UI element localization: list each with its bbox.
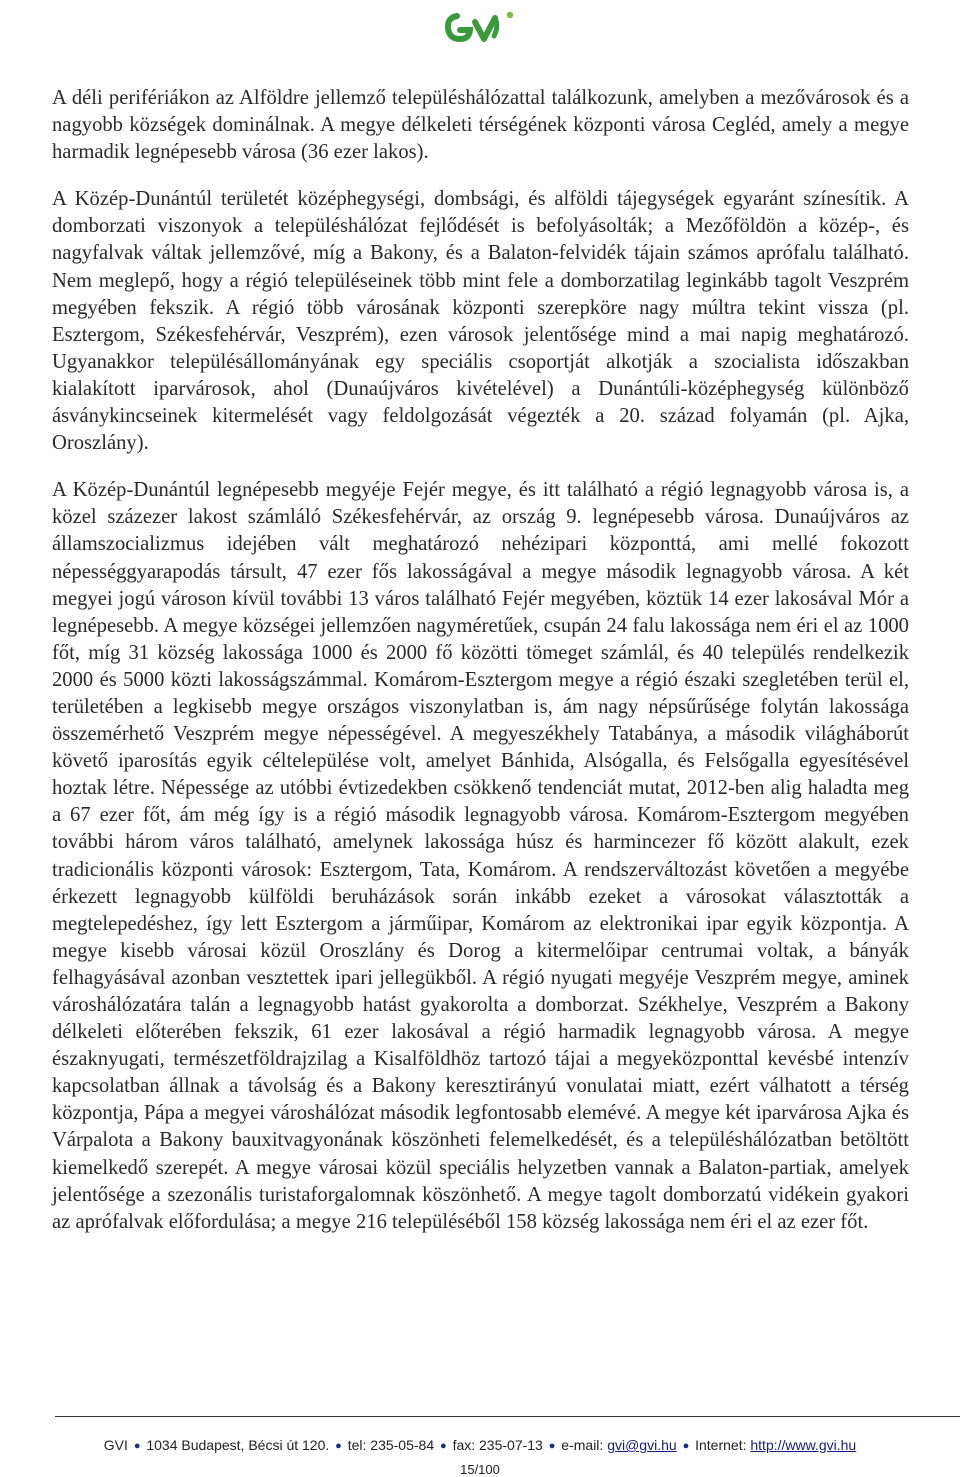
footer-divider bbox=[55, 1416, 960, 1417]
bullet-icon: ● bbox=[335, 1440, 342, 1452]
paragraph-1: A déli perifériákon az Alföldre jellemző településhálózattal találkozunk, amelyben a mezővárosok és a nagyobb községek dominálnak. A megye délkeleti térségének központi városa Cegléd, amely a megye harmadik legnépesebb városa (36 ezer lakos). bbox=[52, 87, 909, 164]
bullet-icon: ● bbox=[548, 1440, 556, 1452]
footer-address: 1034 Budapest, Bécsi út 120. bbox=[146, 1437, 330, 1453]
gvi-logo bbox=[443, 6, 521, 46]
bullet-icon: ● bbox=[440, 1440, 447, 1452]
paragraph-2: A Közép-Dunántúl területét középhegységi, dombsági, és alföldi tájegységek egyaránt színesítik. A domborzati viszonyok a településhálózat fejlődését is befolyásolták; a Mezőföldön a közép-, és nagyfalvak váltak jellemzővé, míg a Bakony, és a Balaton-felvidék tájain számos aprófalu található. Nem meglepő, hogy a régió településeinek több mint fele a domborzatilag leginkább tagolt Veszprém megyében fekszik. A régió több városának központi szerepköre nagy múltra tekint vissza (pl. Esztergom, Székesfehérvár, Veszprém), ezen városok jelentősége mind a mai napig meghatározó. Ugyanakkor településállományának egy speciális csoportját alkotják a szocialista időszakban kialakított iparvárosok, ahol (Dunaújváros kivételével) a Dunántúli-középhegység különböző ásványkincseinek kitermelését vagy feldolgozását végezték a 20. század folyamán (pl. Ajka, Oroszlány). bbox=[52, 188, 909, 455]
footer-fax: fax: 235-07-13 bbox=[452, 1437, 543, 1453]
footer-email-link[interactable]: gvi@gvi.hu bbox=[607, 1437, 677, 1453]
footer-internet-label: Internet: bbox=[695, 1437, 747, 1453]
footer-org: GVI bbox=[103, 1437, 128, 1453]
bullet-icon: ● bbox=[682, 1440, 690, 1452]
footer-email-label: e-mail: bbox=[561, 1437, 604, 1453]
document-body bbox=[52, 85, 909, 1256]
page-number: 15/100 bbox=[460, 1462, 500, 1477]
page-footer bbox=[0, 1437, 960, 1453]
footer-tel: tel: 235-05-84 bbox=[347, 1437, 435, 1453]
bullet-icon: ● bbox=[133, 1440, 141, 1452]
paragraph-3: A Közép-Dunántúl legnépesebb megyéje Fejér megye, és itt található a régió legnagyobb városa is, a közel százezer lakost számláló Székesfehérvár, az ország 9. legnépesebb városa. Dunaújváros az államszocializmus idejében vált meghatározó nehézipari központtá, ami mellé fokozott népességgyarapodás társult, 47 ezer fős lakosságával a megye második legnagyobb városa. A két megyei jogú városon kívül további 13 város található Fejér megyében, köztük 14 ezer lakosával Mór a legnépesebb. A megye községei jellemzően nagyméretűek, csupán 24 falu lakossága nem éri el az 1000 főt, míg 31 község lakossága 1000 és 2000 fő közötti tömeget számlál, és 40 település rendelkezik 2000 és 5000 közti lakosságszámmal. Komárom-Esztergom megye a régió északi szegletében terül el, területében a legkisebb megye országos viszonylatban is, ám nagy népsűrűsége folytán lakossága összemérhető Veszprém megye népességével. A megyeszékhely Tatabánya, a második világháborút követő iparosítás egyik céltelepülése volt, amelyet Bánhida, Alsógalla, és Felsőgalla egyesítésével hoztak létre. Népessége az utóbbi évtizedekben csökkenő tendenciát mutat, 2012-ben alig haladta meg a 67 ezer főt, ám még így is a régió második legnagyobb városa. Komárom-Esztergom megyében további három város található, amelynek lakossága húsz és harmincezer fő között alakult, ezek tradicionális központi városok: Esztergom, Tata, Komárom. A rendszerváltozást követően a megyébe érkezett legnagyobb külföldi beruházások során inkább ezeket a városokat választották a megtelepedéshez, így lett Esztergom a járműipar, Komárom az elektronikai ipar egyik központja. A megye kisebb városai közül Oroszlány és Dorog a kitermelőipar centrumai voltak, a bányák felhagyásával azonban vesztettek ipari jellegükből. A régió nyugati megyéje Veszprém megye, aminek városhálózatára talán a legnagyobb hatást gyakorolta a domborzat. Székhelye, Veszprém a Bakony délkeleti előterében fekszik, 61 ezer lakosával a régió harmadik legnagyobb városa. A megye északnyugati, természetföldrajzilag a Kisalföldhöz tartozó tájai a megyeközponttal kevésbé intenzív kapcsolatban állnak a távolság és a Bakony keresztirányú vonulatai miatt, ezért válhatott a térség központja, Pápa a megyei városhálózat második legfontosabb elemévé. A megye két iparvárosa Ajka és Várpalota a Bakony bauxitvagyonának köszönheti felemelkedését, és a településhálózatban betöltött kiemelkedő szerepét. A megye városai közül speciális helyzetben vannak a Balaton-partiak, amelyek jelentősége a szezonális turistaforgalomnak köszönhető. A megye tagolt domborzatú vidékein gyakori az aprófalvak előfordulása; a megye 216 településéből 158 község lakossága nem éri el az ezer főt. bbox=[52, 479, 909, 1233]
footer-website-link[interactable]: http://www.gvi.hu bbox=[750, 1437, 857, 1453]
